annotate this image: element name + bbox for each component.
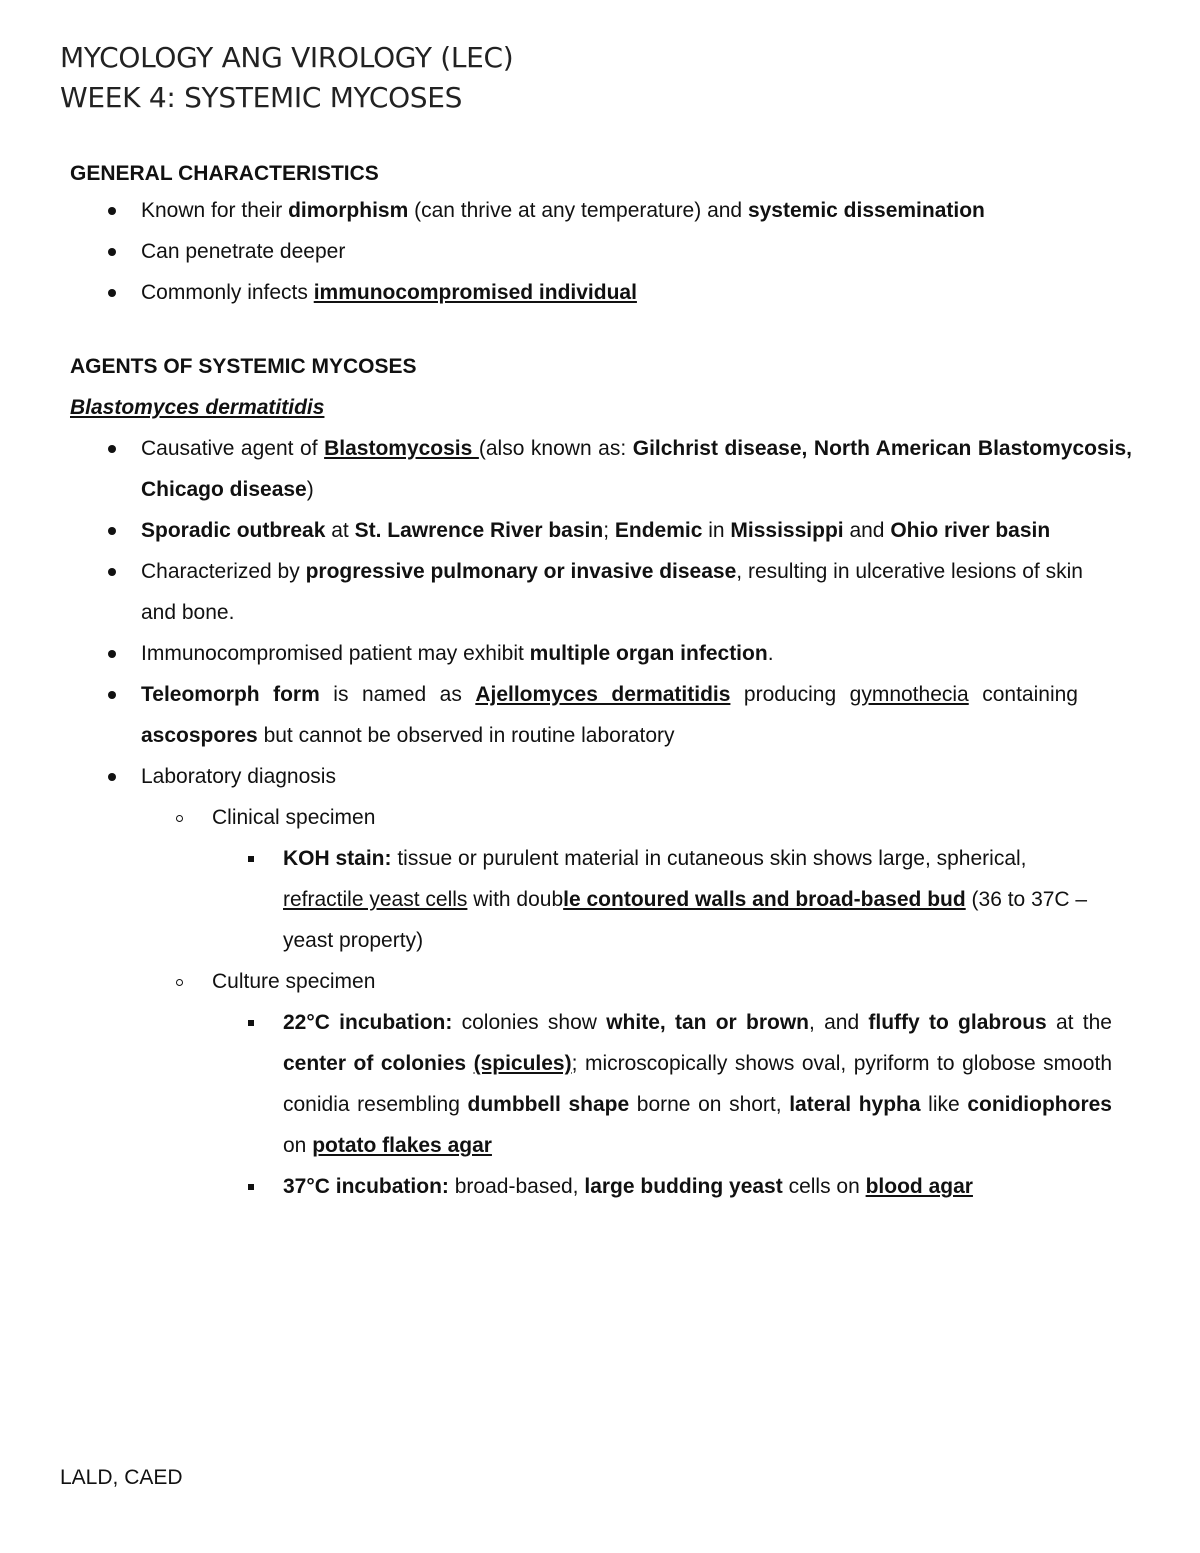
course-title: MYCOLOGY ANG VIROLOGY (LEC) xyxy=(60,41,514,74)
text: is named as xyxy=(319,683,476,706)
lab-diagnosis-sublist xyxy=(141,797,1132,1207)
underlined-bold-text: le contoured walls and broad-based bud xyxy=(563,888,966,911)
text: in xyxy=(702,519,731,542)
hollow-bullet-icon xyxy=(176,979,183,986)
bold-text: systemic dissemination xyxy=(747,199,985,222)
list-item xyxy=(70,272,1132,313)
text: ) xyxy=(306,478,314,501)
bold-text: 37°C incubation: xyxy=(283,1175,449,1198)
text: , resulting in ulcerative lesions of skin and bone. xyxy=(141,560,1083,624)
text: Culture specimen xyxy=(212,970,376,993)
text: Known for their xyxy=(141,199,289,222)
list-item xyxy=(70,674,1132,756)
bold-text: Ohio river basin xyxy=(890,519,1051,542)
hollow-bullet-icon xyxy=(176,815,183,822)
list-item xyxy=(70,633,1132,674)
bullet-icon xyxy=(108,207,116,215)
list-item xyxy=(70,231,1132,272)
bold-text: Mississippi xyxy=(730,519,844,542)
underlined-bold-text: Blastomycosis xyxy=(324,437,479,460)
square-bullet-icon xyxy=(248,856,254,862)
sub-sublist-item xyxy=(212,838,1132,961)
bold-text: Endemic xyxy=(614,519,703,542)
bullet-icon xyxy=(108,650,116,658)
text: cells on xyxy=(782,1175,866,1198)
general-characteristics-heading: GENERAL CHARACTERISTICS xyxy=(70,162,379,185)
bold-text: large budding yeast xyxy=(584,1175,783,1198)
text: with doub xyxy=(467,888,564,911)
square-bullet-icon xyxy=(248,1184,254,1190)
bullet-icon xyxy=(108,773,116,781)
bullet-icon xyxy=(108,445,116,453)
sub-sublist-item xyxy=(212,1166,1132,1207)
list-item xyxy=(70,756,1132,1207)
document-header xyxy=(60,38,513,118)
text: (can thrive at any temperature) and xyxy=(408,199,748,222)
list-item xyxy=(70,551,1132,633)
list-item xyxy=(70,510,1132,551)
clinical-specimen-list xyxy=(212,838,1132,961)
text: Can penetrate deeper xyxy=(141,240,346,263)
underlined-bold-text: potato flakes agar xyxy=(312,1134,492,1157)
bold-text: progressive pulmonary or invasive disease xyxy=(305,560,737,583)
underlined-bold-text: Ajellomyces dermatitidis xyxy=(475,683,731,706)
bold-text: ascospores xyxy=(141,724,258,747)
underlined-text: gymnothecia xyxy=(849,683,969,706)
sublist-item xyxy=(141,797,1132,961)
text: and xyxy=(843,519,891,542)
bold-text: Sporadic outbreak xyxy=(141,519,326,542)
text: Characterized by xyxy=(141,560,306,583)
bullet-icon xyxy=(108,527,116,535)
text: containing xyxy=(968,683,1078,706)
bold-text: dumbbell shape xyxy=(467,1093,630,1116)
bold-text: 22°C incubation: xyxy=(283,1011,453,1034)
bold-text: conidiophores xyxy=(967,1093,1112,1116)
bold-text: lateral hypha xyxy=(789,1093,921,1116)
text: borne on short, xyxy=(629,1093,790,1116)
document-body xyxy=(70,160,1132,1207)
footer-author: LALD, CAED xyxy=(60,1466,183,1489)
text: Immunocompromised patient may exhibit xyxy=(141,642,530,665)
text: Causative agent of xyxy=(141,437,325,460)
square-bullet-icon xyxy=(248,1020,254,1026)
bullet-icon xyxy=(108,289,116,297)
text: but cannot be observed in routine laboratory xyxy=(257,724,675,747)
organism-subheading: Blastomyces dermatitidis xyxy=(70,396,325,419)
text: tissue or purulent material in cutaneous skin shows large, spherical, xyxy=(391,847,1027,870)
text: Laboratory diagnosis xyxy=(141,765,336,788)
underlined-bold-text: (spicules) xyxy=(473,1052,572,1075)
bold-text: multiple organ infection xyxy=(529,642,768,665)
underlined-bold-text: blood agar xyxy=(865,1175,973,1198)
week-title: WEEK 4: SYSTEMIC MYCOSES xyxy=(60,81,463,114)
underlined-text: refractile yeast cells xyxy=(283,888,468,911)
text: ; microscopically shows oval, pyriform to globose smooth conidia resembling xyxy=(283,1052,1113,1116)
culture-specimen-list xyxy=(212,1002,1132,1207)
text: (36 to 37C – yeast property) xyxy=(283,888,1088,952)
bullet-icon xyxy=(108,691,116,699)
sublist-item xyxy=(141,961,1132,1207)
bullet-icon xyxy=(108,568,116,576)
text: on xyxy=(283,1134,313,1157)
text: producing xyxy=(730,683,850,706)
bold-text: Gilchrist disease, North American Blastomycosis, Chicago disease xyxy=(141,437,1132,501)
general-characteristics-list xyxy=(70,190,1132,313)
bold-text: center of colonies xyxy=(283,1052,467,1075)
text: broad-based, xyxy=(448,1175,585,1198)
bold-text: Teleomorph form xyxy=(141,683,320,706)
text: Clinical specimen xyxy=(212,806,376,829)
blastomyces-list xyxy=(70,428,1132,1207)
text: Commonly infects xyxy=(141,281,314,304)
list-item xyxy=(70,428,1132,510)
list-item xyxy=(70,190,1132,231)
text: at the xyxy=(1046,1011,1112,1034)
underlined-bold-text: immunocompromised individual xyxy=(313,281,637,304)
bold-text: St. Lawrence River basin xyxy=(354,519,604,542)
text: . xyxy=(767,642,774,665)
text: colonies show xyxy=(452,1011,607,1034)
bold-text: KOH stain: xyxy=(283,847,392,870)
bold-text: white, tan or brown xyxy=(606,1011,809,1034)
text: like xyxy=(920,1093,968,1116)
bullet-icon xyxy=(108,248,116,256)
text: (also known as: xyxy=(478,437,633,460)
bold-text: dimorphism xyxy=(288,199,409,222)
sub-sublist-item xyxy=(212,1002,1132,1166)
text xyxy=(466,1052,474,1075)
text: , and xyxy=(808,1011,869,1034)
text: at xyxy=(325,519,355,542)
agents-heading: AGENTS OF SYSTEMIC MYCOSES xyxy=(70,355,417,378)
bold-text: fluffy to glabrous xyxy=(868,1011,1047,1034)
text: ; xyxy=(603,519,615,542)
